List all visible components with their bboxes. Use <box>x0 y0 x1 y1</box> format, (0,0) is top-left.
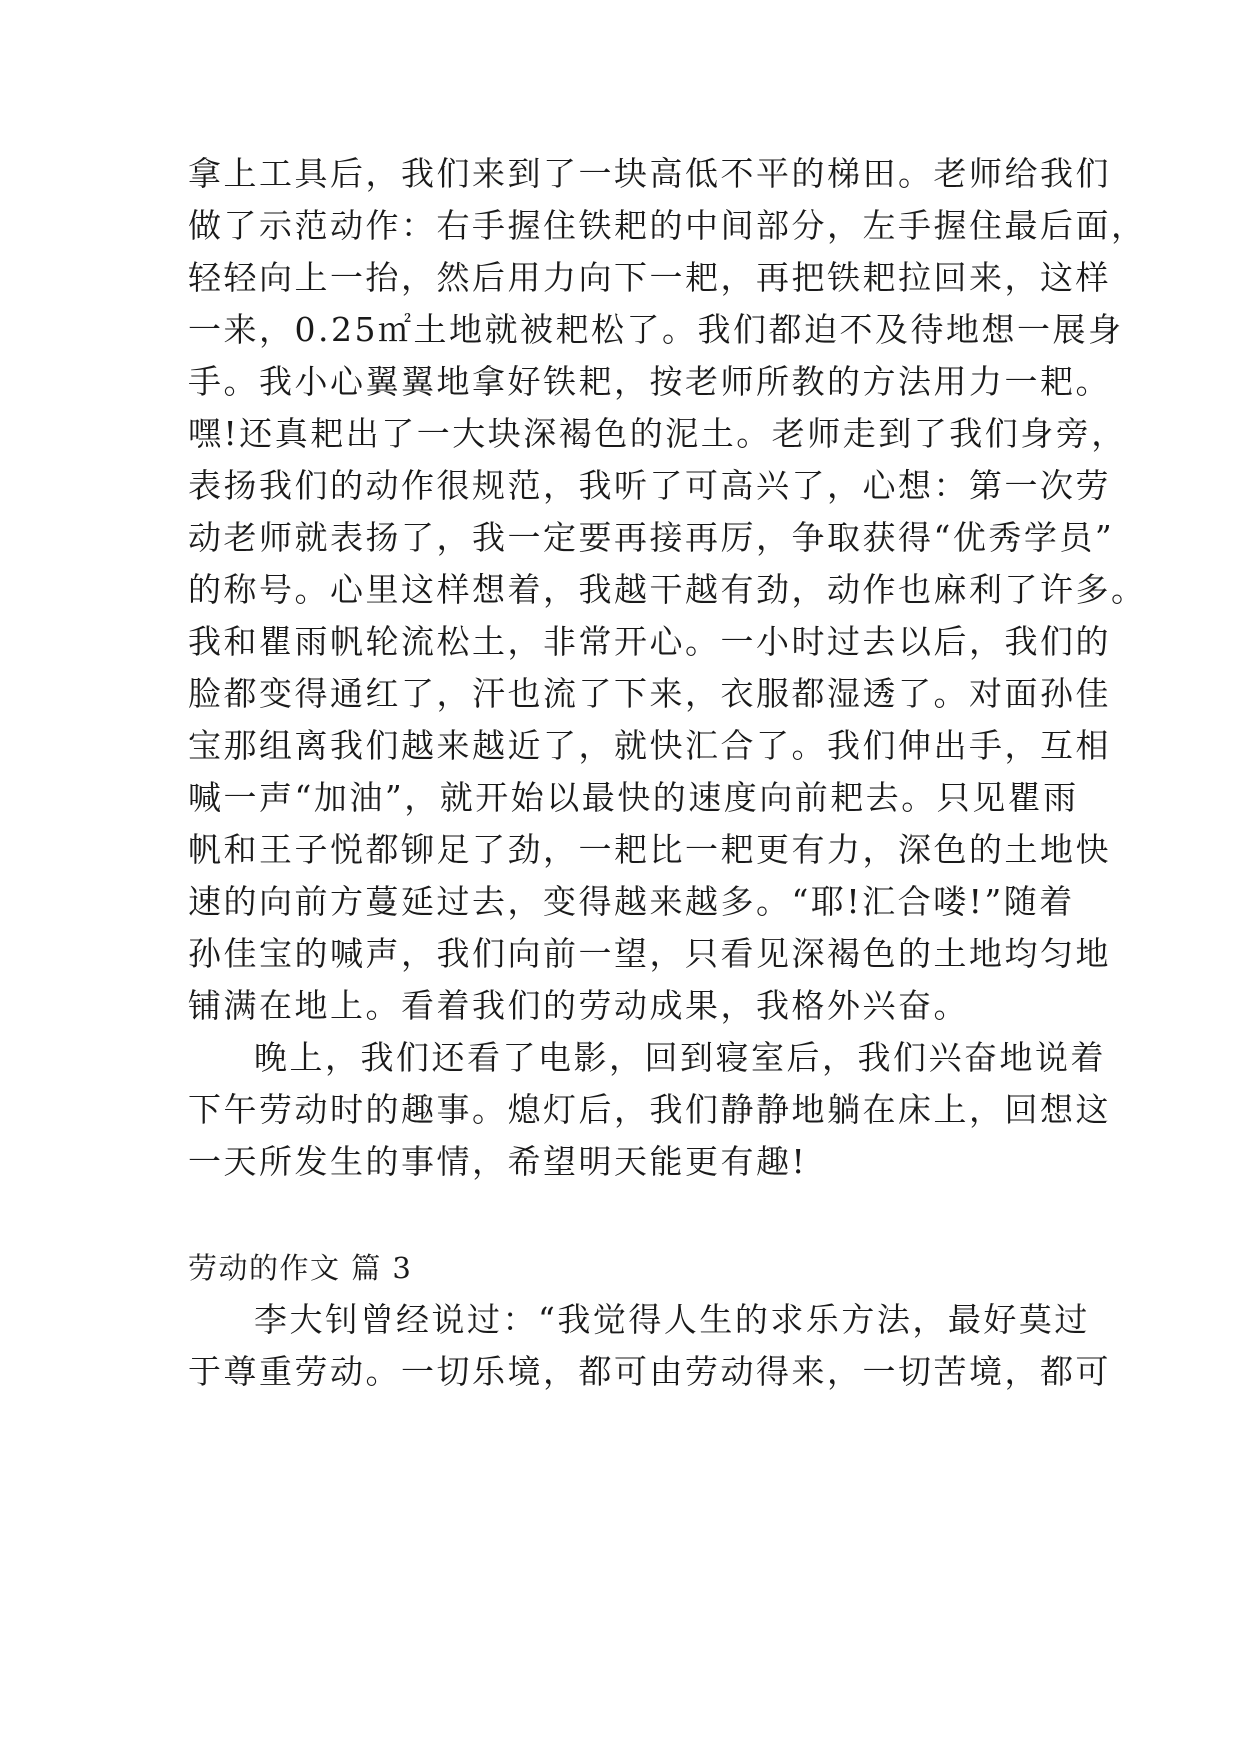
paragraph-line: 帆和王子悦都铆足了劲，一耙比一耙更有力，深色的土地快 <box>188 830 1111 869</box>
section-heading: 劳动的作文 篇 3 <box>188 1251 413 1285</box>
paragraph-line: 做了示范动作：右手握住铁耙的中间部分，左手握住最后面， <box>188 206 1147 245</box>
paragraph-line: 拿上工具后，我们来到了一块高低不平的梯田。老师给我们 <box>188 154 1111 193</box>
paragraph-line: 于尊重劳动。一切乐境，都可由劳动得来，一切苦境，都可 <box>188 1352 1111 1391</box>
paragraph-line: 铺满在地上。看着我们的劳动成果，我格外兴奋。 <box>188 986 969 1025</box>
paragraph-line: 的称号。心里这样想着，我越干越有劲，动作也麻利了许多。 <box>188 570 1147 609</box>
paragraph-line: 一来，0.25㎡土地就被耙松了。我们都迫不及待地想一展身 <box>188 310 1124 349</box>
paragraph-line: 脸都变得通红了，汗也流了下来，衣服都湿透了。对面孙佳 <box>188 674 1111 713</box>
paragraph-line: 嘿!还真耙出了一大块深褐色的泥土。老师走到了我们身旁， <box>188 414 1127 453</box>
paragraph-line: 宝那组离我们越来越近了，就快汇合了。我们伸出手，互相 <box>188 726 1111 765</box>
paragraph-line: 一天所发生的事情，希望明天能更有趣! <box>188 1142 808 1181</box>
paragraph-line: 李大钊曾经说过：“我觉得人生的求乐方法，最好莫过 <box>254 1300 1090 1339</box>
paragraph-line: 表扬我们的动作很规范，我听了可高兴了，心想：第一次劳 <box>188 466 1111 505</box>
paragraph-line: 喊一声“加油”，就开始以最快的速度向前耙去。只见瞿雨 <box>188 778 1079 817</box>
paragraph-line: 晚上，我们还看了电影，回到寝室后，我们兴奋地说着 <box>254 1038 1106 1077</box>
paragraph-line: 下午劳动时的趣事。熄灯后，我们静静地躺在床上，回想这 <box>188 1090 1111 1129</box>
paragraph-line: 动老师就表扬了，我一定要再接再厉，争取获得“优秀学员” <box>188 518 1115 557</box>
paragraph-line: 轻轻向上一抬，然后用力向下一耙，再把铁耙拉回来，这样 <box>188 258 1111 297</box>
paragraph-line: 孙佳宝的喊声，我们向前一望，只看见深褐色的土地均匀地 <box>188 934 1111 973</box>
paragraph-line: 速的向前方蔓延过去，变得越来越多。“耶!汇合喽!”随着 <box>188 882 1075 921</box>
paragraph-line: 手。我小心翼翼地拿好铁耙，按老师所教的方法用力一耙。 <box>188 362 1111 401</box>
paragraph-line: 我和瞿雨帆轮流松土，非常开心。一小时过去以后，我们的 <box>188 622 1111 661</box>
